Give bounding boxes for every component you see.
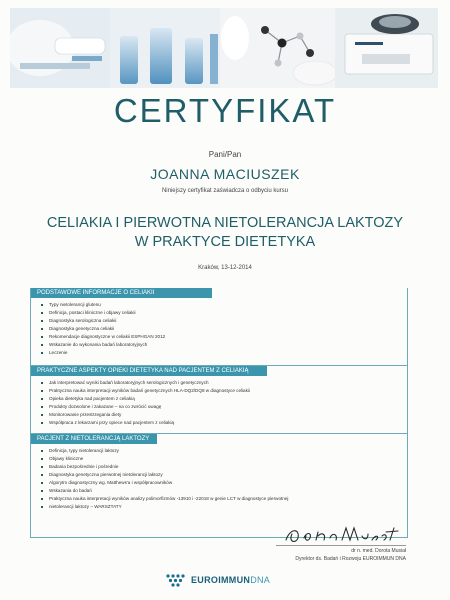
section-dietitian-care (30, 366, 408, 434)
list-item: Diagnostyka serologiczna celiakii (49, 317, 407, 325)
list-item: Produkty dozwolone i zakazane – na co zwrócić uwagę (49, 403, 407, 411)
section-celiac-basics (30, 288, 408, 366)
list-item: Badania bezpośrednie i pośrednie (49, 463, 407, 471)
place-date: Kraków, 13-12-2014 (198, 265, 252, 271)
section-heading: PACJENT Z NIETOLERANCJĄ LAKTOZY (31, 434, 157, 444)
list-item: Rekomendacje diagnostyczne w celiakii ESPHGAN 2012 (49, 333, 407, 341)
course-title-line-1: CELIAKIA I PIERWOTNA NIETOLERANCJA LAKTOZY (46, 215, 404, 231)
recipient-name: JOANNA MACIUSZEK (150, 166, 300, 182)
list-item: Typy nietolerancji glutenu (49, 301, 407, 309)
list-item: Leczenie (49, 349, 407, 357)
list-item: Praktyczna nauka interpretacji wyników badań genetycznych HLA-DQ2/DQ8 w diagnostyce celiakii (49, 387, 407, 395)
list-item: Definicja, typy nietolerancji laktozy (49, 447, 407, 455)
signature-line (276, 545, 406, 546)
euroimmun-dna-logo (165, 573, 270, 587)
course-title (0, 214, 450, 252)
certificate-note: Niniejszy certyfikat zaświadcza o odbyciu kursu (161, 188, 289, 194)
list-item: Diagnostyka genetyczna celiakii (49, 325, 407, 333)
salutation: Pani/Pan (208, 150, 242, 159)
section-heading: PRAKTYCZNE ASPEKTY OPIEKI DIETETYKA NAD PACJENTEM Z CELIAKIĄ (31, 366, 267, 376)
lab-photo-banner (10, 8, 438, 88)
handwritten-signature (246, 524, 406, 546)
list-item: Wskazania do badań (49, 487, 407, 495)
certificate-title: CERTYFIKAT (113, 92, 337, 129)
list-item-continuation: nietolerancji laktozy – WARSZTATY (49, 503, 407, 511)
logo-wordmark (191, 575, 270, 585)
list-item: Współpraca z lekarzami przy opiece nad pacjentem z celiakią (49, 419, 407, 427)
list-item: Praktyczna nauka interpretacji wyników analizy polimorfizmów -13910 i -22018 w genie LCT w diagnostyce pierwotnej (49, 495, 407, 503)
section-items (31, 444, 407, 511)
section-heading: PODSTAWOWE INFORMACJE O CELIAKII (31, 288, 212, 298)
dot-grid-logo-icon (165, 573, 187, 587)
list-item: Opieka dietetyka nad pacjentem z celiakią (49, 395, 407, 403)
section-lactose-intolerance (30, 434, 408, 538)
list-item: Definicja, postaci kliniczne i objawy celiakii (49, 309, 407, 317)
signatory-name: dr n. med. Dorota Musiał (351, 548, 406, 554)
logo-brand-bold: EUROIMMUN (191, 575, 251, 585)
list-item: Jak interpretować wyniki badań laboratoryjnych serologicznych i genetycznych (49, 379, 407, 387)
section-box (30, 434, 408, 538)
section-items (31, 298, 407, 357)
course-title-line-2: W PRAKTYCE DIETETYKA (134, 234, 316, 250)
list-item: Objawy kliniczne (49, 455, 407, 463)
list-item: Wskazanie do wykonania badań laboratoryjnych (49, 341, 407, 349)
signatory-title: Dyrektor ds. Badań i Rozwoju EUROIMMUN DNA (295, 556, 406, 562)
logo-brand-light: DNA (250, 575, 271, 585)
list-item: Monitorowanie przestrzegania diety (49, 411, 407, 419)
section-box (30, 288, 408, 366)
list-item: Diagnostyka genetyczna pierwotnej nietolerancji laktozy (49, 471, 407, 479)
section-items (31, 376, 407, 427)
list-item: Algorytm diagnostyczny wg. Matthews'a i współpracowników (49, 479, 407, 487)
section-box (30, 366, 408, 434)
